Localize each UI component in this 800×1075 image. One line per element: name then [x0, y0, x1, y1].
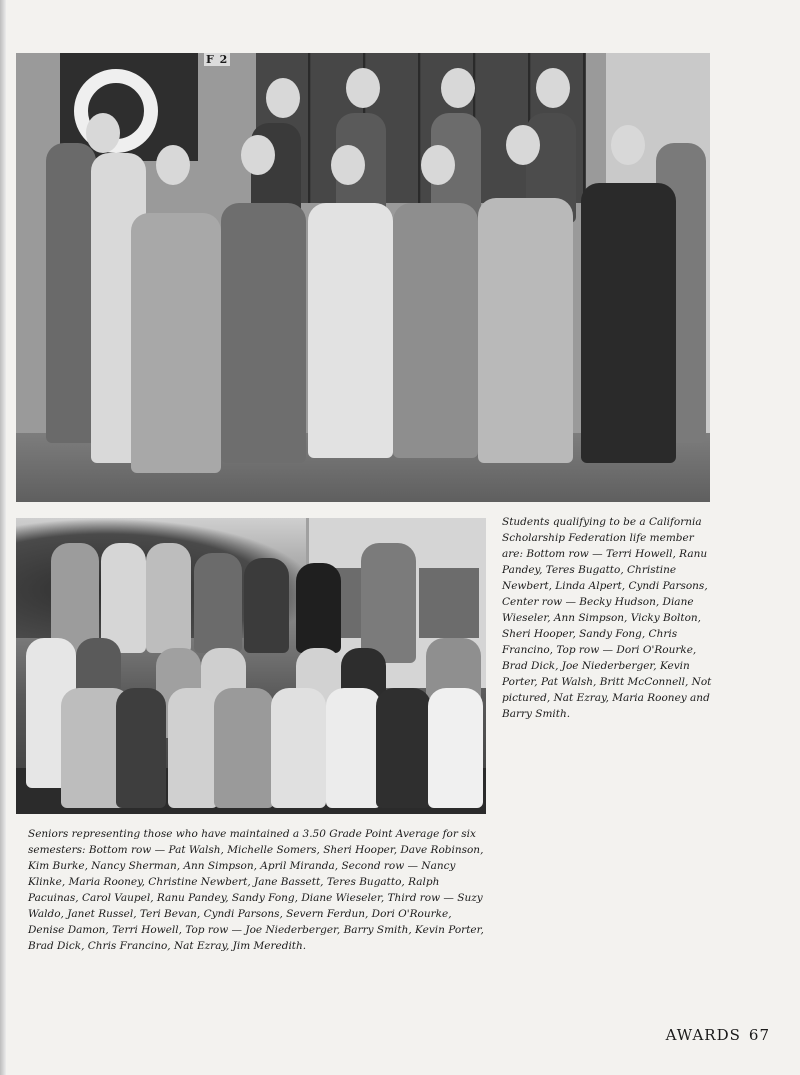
gpa-caption [28, 826, 490, 954]
bottom-group-photo [16, 518, 486, 814]
page-footer [658, 1026, 770, 1044]
scholarship-caption-text: Students qualifying to be a California Scholarship Federation life member are: Bottom row — Terri Howell, Ranu Pandey, Teres Bugatto, Christine Newbert, Linda Alpert, Cyndi Parsons, Center row — Becky Hudson, Diane Wieseler, Ann Simpson, Vicky Bolton, Sheri Hooper, Sandy Fong, Chris Francino, Top row — Dori O'Rourke, Brad Dick, Joe Niederberger, Kevin Porter, Pat Walsh, Britt McConnell, Not pictured, Nat Ezray, Maria Rooney and Barry Smith. [502, 516, 715, 720]
top-group-photo [16, 53, 710, 502]
person [308, 203, 393, 458]
gpa-caption-text: Seniors representing those who have maintained a 3.50 Grade Point Average for six semesters: Bottom row — Pat Walsh, Michelle Somers, Sheri Hooper, Dave Robinson, Kim Burke, Nancy Sherman, Ann Simpson, April Miranda, Second row — Nancy Klinke, Maria Rooney, Christine Newbert, Jane Bassett, Teres Bugatto, Ralph Pacuinas, Carol Vaupel, Ranu Pandey, Sandy Fong, Diane Wieseler, Third row — Suzy Waldo, Janet Russel, Teri Bevan, Cyndi Parsons, Severn Ferdun, Dori O'Rourke, Denise Damon, Terri Howell, Top row — Joe Niederberger, Barry Smith, Kevin Porter, Brad Dick, Chris Francino, Nat Ezray, Jim Meredith. [28, 828, 488, 952]
person [221, 203, 306, 463]
person [393, 203, 478, 458]
person [478, 198, 573, 463]
scholarship-caption [502, 514, 715, 722]
page-edge [0, 0, 6, 1075]
person [131, 213, 221, 473]
section-name: AWARDS [665, 1026, 741, 1044]
photo-label: F 2 [206, 53, 229, 66]
person [581, 183, 676, 463]
person [46, 143, 96, 443]
page-number: 67 [748, 1026, 770, 1044]
